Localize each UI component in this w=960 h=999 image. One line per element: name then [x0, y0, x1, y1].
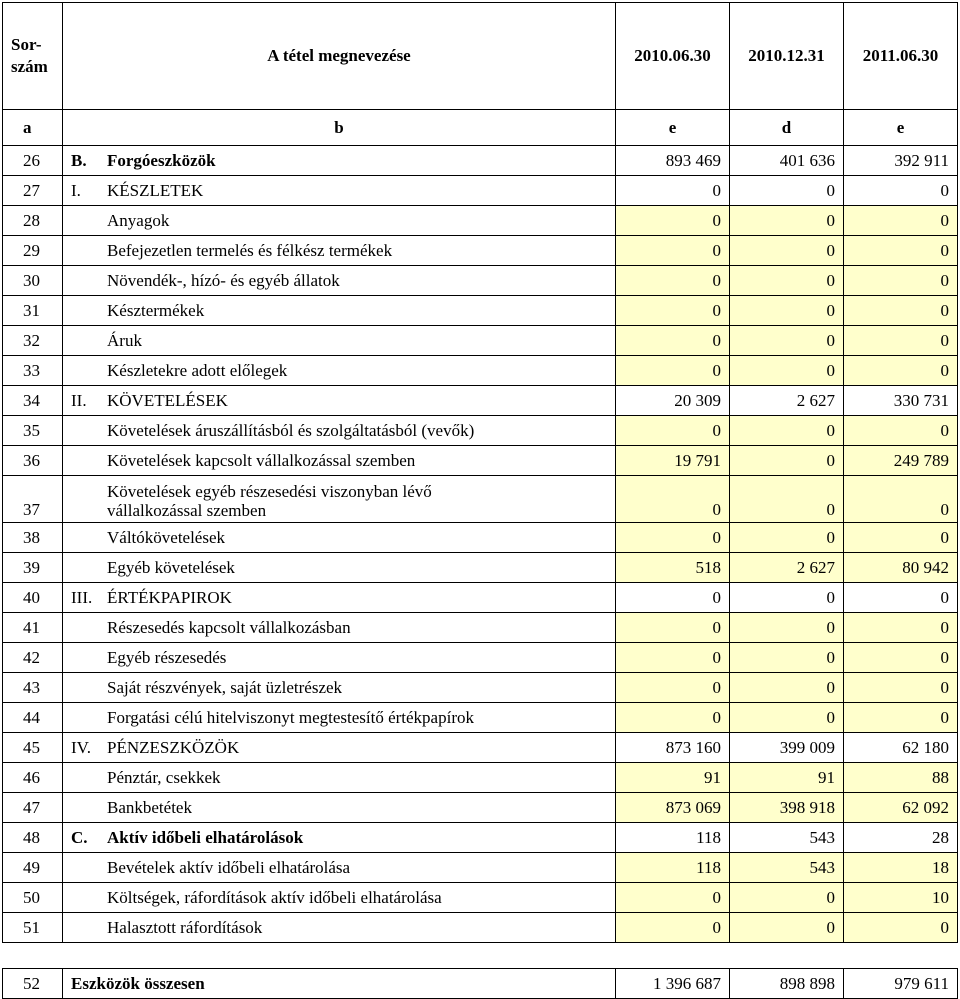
table-row [3, 763, 958, 793]
table-row [3, 553, 958, 583]
row-value-col1: 0 [616, 416, 730, 446]
row-serial: 47 [3, 793, 63, 823]
row-section-prefix: II. [71, 390, 87, 410]
row-item-name [63, 296, 616, 326]
row-value-col1: 0 [616, 523, 730, 553]
row-value-col2: 0 [730, 703, 844, 733]
row-serial: 30 [3, 266, 63, 296]
row-value-col3: 0 [844, 206, 958, 236]
header-col-2010-12-31: 2010.12.31 [730, 3, 844, 110]
row-section-prefix: I. [71, 180, 81, 200]
row-label: PÉNZESZKÖZÖK [107, 737, 240, 757]
table-row [3, 146, 958, 176]
table-row [3, 613, 958, 643]
row-label: Bankbetétek [107, 797, 192, 817]
row-value-col1: 0 [616, 176, 730, 206]
row-serial: 49 [3, 853, 63, 883]
row-value-col3: 62 092 [844, 793, 958, 823]
row-value-col2: 401 636 [730, 146, 844, 176]
row-serial: 48 [3, 823, 63, 853]
row-value-col3: 0 [844, 356, 958, 386]
row-label: Bevételek aktív időbeli elhatárolása [107, 857, 351, 877]
row-item-name [63, 853, 616, 883]
row-value-col2: 398 918 [730, 793, 844, 823]
row-serial: 45 [3, 733, 63, 763]
row-item-name [63, 206, 616, 236]
row-section-prefix: IV. [71, 737, 91, 757]
row-label: Költségek, ráfordítások aktív időbeli elhatárolása [107, 887, 442, 907]
total-row [3, 969, 958, 999]
row-label: ÉRTÉKPAPIROK [107, 587, 232, 607]
row-label: Halasztott ráfordítások [107, 917, 263, 937]
column-letter-c1: e [616, 110, 730, 146]
row-value-col2: 399 009 [730, 733, 844, 763]
header-col-2010-06-30: 2010.06.30 [616, 3, 730, 110]
row-item-name [63, 326, 616, 356]
row-value-col1: 0 [616, 206, 730, 236]
row-value-col3: 0 [844, 266, 958, 296]
row-section-prefix: C. [71, 827, 88, 847]
row-label: Saját részvények, saját üzletrészek [107, 677, 343, 697]
table-row [3, 236, 958, 266]
column-letter-c3: e [844, 110, 958, 146]
row-value-col1: 0 [616, 703, 730, 733]
table-row [3, 793, 958, 823]
row-item-name [63, 673, 616, 703]
row-serial: 35 [3, 416, 63, 446]
row-item-name [63, 236, 616, 266]
row-serial: 44 [3, 703, 63, 733]
row-section-prefix: III. [71, 587, 93, 607]
row-value-col1: 873 069 [616, 793, 730, 823]
row-value-col2: 2 627 [730, 386, 844, 416]
row-value-col1: 893 469 [616, 146, 730, 176]
row-value-col1: 0 [616, 296, 730, 326]
column-letter-row [3, 110, 958, 146]
total-label: Eszközök összesen [63, 969, 616, 999]
row-value-col2: 0 [730, 326, 844, 356]
balance-sheet-table [2, 2, 958, 943]
row-item-name [63, 883, 616, 913]
total-value-2010-12-31: 898 898 [730, 969, 844, 999]
table-row [3, 733, 958, 763]
row-value-col1: 0 [616, 266, 730, 296]
row-value-col1: 0 [616, 883, 730, 913]
row-section-prefix: B. [71, 150, 87, 170]
row-label: Egyéb követelések [107, 557, 235, 577]
table-row [3, 326, 958, 356]
row-value-col1: 0 [616, 643, 730, 673]
row-serial: 34 [3, 386, 63, 416]
header-col-2011-06-30: 2011.06.30 [844, 3, 958, 110]
row-label-line1: Követelések egyéb részesedési viszonyban lévő [107, 482, 432, 501]
row-label: KÉSZLETEK [107, 180, 204, 200]
row-value-col1: 518 [616, 553, 730, 583]
row-item-name [63, 553, 616, 583]
row-value-col3: 28 [844, 823, 958, 853]
table-row [3, 823, 958, 853]
row-value-col1: 0 [616, 476, 730, 523]
row-value-col3: 0 [844, 703, 958, 733]
row-value-col2: 0 [730, 446, 844, 476]
row-serial: 43 [3, 673, 63, 703]
row-item-name [63, 523, 616, 553]
row-serial: 39 [3, 553, 63, 583]
row-value-col3: 0 [844, 613, 958, 643]
row-value-col3: 0 [844, 643, 958, 673]
row-item-name [63, 703, 616, 733]
row-value-col3: 80 942 [844, 553, 958, 583]
row-value-col1: 20 309 [616, 386, 730, 416]
table-row [3, 476, 958, 523]
row-serial: 27 [3, 176, 63, 206]
row-value-col1: 873 160 [616, 733, 730, 763]
row-value-col1: 0 [616, 583, 730, 613]
row-value-col3: 0 [844, 326, 958, 356]
row-value-col2: 0 [730, 883, 844, 913]
row-label: Egyéb részesedés [107, 647, 227, 667]
table-row [3, 206, 958, 236]
header-serial-number: Sor- szám [3, 3, 63, 110]
row-item-name [63, 823, 616, 853]
table-row [3, 583, 958, 613]
table-row [3, 356, 958, 386]
row-label: Áruk [107, 330, 142, 350]
row-value-col2: 0 [730, 416, 844, 446]
row-label: Váltókövetelések [107, 527, 226, 547]
row-serial: 29 [3, 236, 63, 266]
row-label: Anyagok [107, 210, 170, 230]
column-letter-b: b [63, 110, 616, 146]
row-item-name [63, 913, 616, 943]
row-serial: 31 [3, 296, 63, 326]
row-value-col2: 0 [730, 476, 844, 523]
row-value-col2: 0 [730, 913, 844, 943]
row-label: Késztermékek [107, 300, 205, 320]
row-value-col2: 0 [730, 206, 844, 236]
row-value-col2: 0 [730, 583, 844, 613]
row-label: Forgatási célú hitelviszonyt megtestesítő értékpapírok [107, 707, 474, 727]
row-item-name [63, 613, 616, 643]
row-value-col2: 543 [730, 823, 844, 853]
row-item-name [63, 733, 616, 763]
row-label: Követelések áruszállításból és szolgáltatásból (vevők) [107, 420, 475, 440]
table-body [3, 146, 958, 943]
row-item-name [63, 793, 616, 823]
table-row [3, 643, 958, 673]
row-item-name [63, 176, 616, 206]
row-serial: 26 [3, 146, 63, 176]
table-row [3, 296, 958, 326]
row-value-col3: 18 [844, 853, 958, 883]
row-value-col2: 91 [730, 763, 844, 793]
row-value-col1: 0 [616, 673, 730, 703]
row-value-col3: 88 [844, 763, 958, 793]
row-label: Növendék-, hízó- és egyéb állatok [107, 270, 340, 290]
row-label-line2: vállalkozással szemben [107, 501, 267, 520]
row-value-col2: 0 [730, 356, 844, 386]
row-value-col3: 0 [844, 236, 958, 266]
row-value-col3: 0 [844, 583, 958, 613]
row-value-col1: 0 [616, 913, 730, 943]
row-label: Követelések kapcsolt vállalkozással szemben [107, 450, 416, 470]
row-value-col2: 0 [730, 673, 844, 703]
row-value-col3: 0 [844, 476, 958, 523]
total-serial: 52 [3, 969, 63, 999]
row-value-col3: 0 [844, 523, 958, 553]
row-serial: 51 [3, 913, 63, 943]
row-item-name [63, 763, 616, 793]
row-serial: 32 [3, 326, 63, 356]
row-value-col1: 0 [616, 356, 730, 386]
row-serial: 28 [3, 206, 63, 236]
row-serial: 50 [3, 883, 63, 913]
table-row [3, 853, 958, 883]
row-label: Készletekre adott előlegek [107, 360, 288, 380]
row-value-col2: 0 [730, 176, 844, 206]
table-row [3, 913, 958, 943]
row-item-name [63, 146, 616, 176]
row-value-col3: 0 [844, 416, 958, 446]
table-row [3, 446, 958, 476]
row-value-col3: 249 789 [844, 446, 958, 476]
row-serial: 36 [3, 446, 63, 476]
row-item-name [63, 643, 616, 673]
header-item-name: A tétel megnevezése [63, 3, 616, 110]
row-label: Aktív időbeli elhatárolások [107, 827, 304, 847]
table-row [3, 386, 958, 416]
table-row [3, 523, 958, 553]
table-row [3, 703, 958, 733]
row-label: Befejezetlen termelés és félkész termékek [107, 240, 393, 260]
row-value-col3: 0 [844, 296, 958, 326]
row-serial: 37 [3, 476, 63, 523]
table-row [3, 176, 958, 206]
row-value-col1: 91 [616, 763, 730, 793]
row-item-name [63, 386, 616, 416]
row-value-col1: 0 [616, 326, 730, 356]
row-value-col3: 0 [844, 913, 958, 943]
row-value-col2: 0 [730, 296, 844, 326]
row-item-name [63, 416, 616, 446]
row-serial: 40 [3, 583, 63, 613]
row-serial: 33 [3, 356, 63, 386]
column-letter-c2: d [730, 110, 844, 146]
row-value-col2: 0 [730, 236, 844, 266]
row-value-col2: 0 [730, 266, 844, 296]
row-value-col3: 10 [844, 883, 958, 913]
row-item-name [63, 446, 616, 476]
table-row [3, 673, 958, 703]
table-row [3, 416, 958, 446]
row-item-name [63, 583, 616, 613]
row-value-col1: 0 [616, 613, 730, 643]
row-value-col2: 0 [730, 523, 844, 553]
row-value-col3: 0 [844, 673, 958, 703]
header-row [3, 3, 958, 110]
row-value-col1: 118 [616, 823, 730, 853]
row-value-col2: 0 [730, 643, 844, 673]
row-serial: 38 [3, 523, 63, 553]
row-value-col2: 543 [730, 853, 844, 883]
row-serial: 41 [3, 613, 63, 643]
table-row [3, 883, 958, 913]
row-label: Pénztár, csekkek [107, 767, 221, 787]
row-item-name [63, 476, 616, 523]
row-value-col2: 2 627 [730, 553, 844, 583]
row-label: Forgóeszközök [107, 150, 216, 170]
row-value-col3: 0 [844, 176, 958, 206]
row-label: KÖVETELÉSEK [107, 390, 228, 410]
row-value-col1: 118 [616, 853, 730, 883]
row-value-col1: 19 791 [616, 446, 730, 476]
row-value-col2: 0 [730, 613, 844, 643]
table-row [3, 266, 958, 296]
row-label: Részesedés kapcsolt vállalkozásban [107, 617, 351, 637]
row-value-col1: 0 [616, 236, 730, 266]
row-value-col3: 330 731 [844, 386, 958, 416]
total-value-2010-06-30: 1 396 687 [616, 969, 730, 999]
column-letter-a: a [3, 110, 63, 146]
row-item-name [63, 266, 616, 296]
row-serial: 42 [3, 643, 63, 673]
row-serial: 46 [3, 763, 63, 793]
total-table [2, 968, 958, 999]
row-item-name [63, 356, 616, 386]
row-value-col3: 392 911 [844, 146, 958, 176]
total-value-2011-06-30: 979 611 [844, 969, 958, 999]
row-value-col3: 62 180 [844, 733, 958, 763]
